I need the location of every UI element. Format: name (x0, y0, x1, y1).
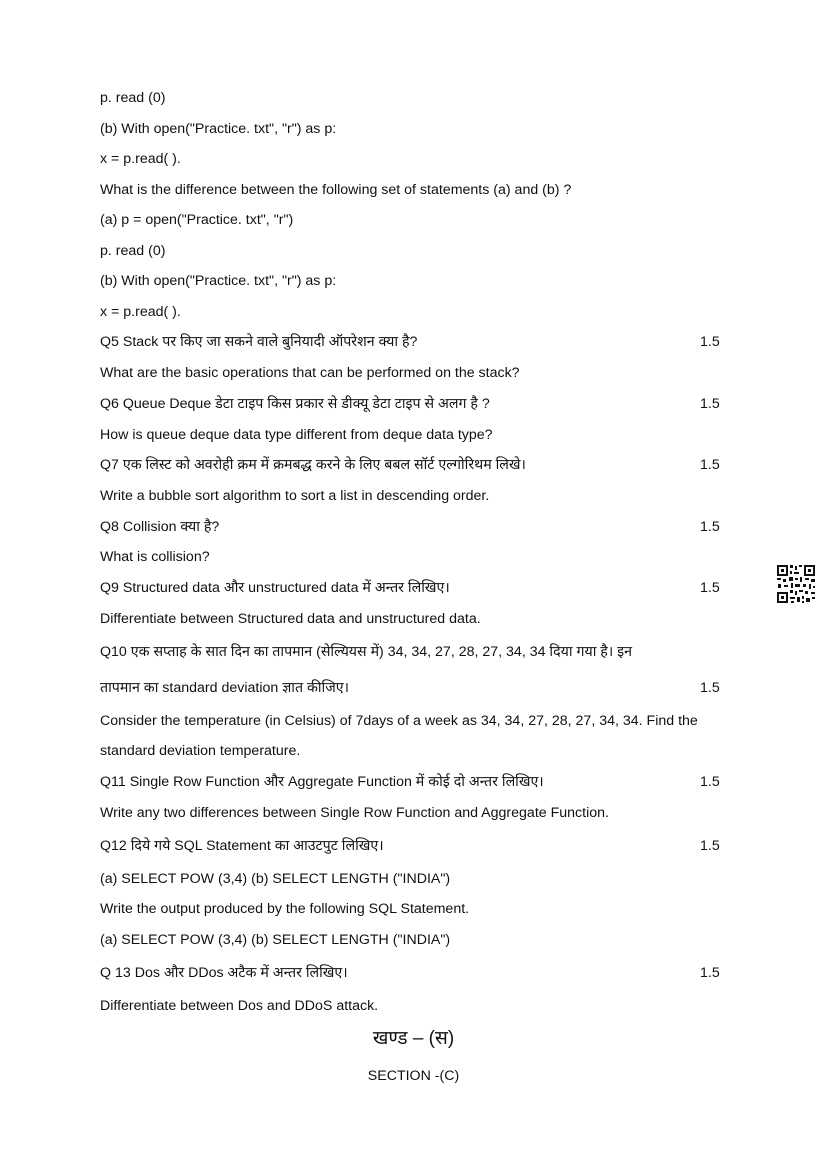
text-line: p. read (0) (100, 90, 166, 106)
text-line: (b) With open("Practice. txt", "r") as p: (100, 273, 337, 289)
marks-q12: 1.5 (700, 838, 720, 854)
question-q8-english: What is collision? (100, 549, 210, 565)
question-q12-hindi: Q12 दिये गये SQL Statement का आउटपुट लिखिए। (100, 838, 384, 854)
marks-q13: 1.5 (700, 965, 720, 981)
question-q9-hindi: Q9 Structured data और unstructured data में अन्तर लिखिए। (100, 580, 450, 596)
marks-q8: 1.5 (700, 519, 720, 535)
question-text: What is the difference between the following set of statements (a) and (b) ? (100, 182, 572, 198)
question-q12-english: Write the output produced by the following SQL Statement. (100, 901, 470, 917)
question-q6-hindi: Q6 Queue Deque डेटा टाइप किस प्रकार से डीक्यू डेटा टाइप से अलग है ? (100, 396, 490, 412)
marks-q11: 1.5 (700, 774, 720, 790)
question-q5-hindi: Q5 Stack पर किए जा सकने वाले बुनियादी ऑपरेशन क्या है? (100, 334, 418, 350)
text-line: (a) p = open("Practice. txt", "r") (100, 212, 294, 228)
marks-q6: 1.5 (700, 396, 720, 412)
question-q10-english-cont: standard deviation temperature. (100, 743, 301, 759)
question-q5-english: What are the basic operations that can be performed on the stack? (100, 365, 520, 381)
question-q11-english: Write any two differences between Single Row Function and Aggregate Function. (100, 805, 609, 821)
question-q10-hindi: Q10 एक सप्ताह के सात दिन का तापमान (सेल्यियस में) 34, 34, 27, 28, 27, 34, 34 दिया गया है। इन (100, 644, 633, 660)
question-q11-hindi: Q11 Single Row Function और Aggregate Function में कोई दो अन्तर लिखिए। (100, 774, 544, 790)
marks-q9: 1.5 (700, 580, 720, 596)
question-q12-code: (a) SELECT POW (3,4) (b) SELECT LENGTH ("INDIA") (100, 871, 451, 887)
question-q8-hindi: Q8 Collision क्या है? (100, 519, 220, 535)
text-line: p. read (0) (100, 243, 166, 259)
question-q10-english: Consider the temperature (in Celsius) of 7days of a week as 34, 34, 27, 28, 27, 34, 34. Find the (100, 713, 698, 729)
marks-q5: 1.5 (700, 334, 720, 350)
question-q10-hindi-cont: तापमान का standard deviation ज्ञात कीजिए। (100, 680, 349, 696)
section-heading-english: SECTION -(C) (367, 1068, 460, 1084)
text-line: x = p.read( ). (100, 304, 181, 320)
question-q7-english: Write a bubble sort algorithm to sort a list in descending order. (100, 488, 490, 504)
text-line: x = p.read( ). (100, 151, 181, 167)
section-heading-hindi: खण्ड – (स) (372, 1028, 455, 1049)
marks-q7: 1.5 (700, 457, 720, 473)
marks-q10: 1.5 (700, 680, 720, 696)
question-q13-english: Differentiate between Dos and DDoS attack. (100, 998, 379, 1014)
qr-code-icon (776, 564, 816, 604)
question-q9-english: Differentiate between Structured data and unstructured data. (100, 611, 481, 627)
question-q7-hindi: Q7 एक लिस्ट को अवरोही क्रम में क्रमबद्ध करने के लिए बबल सॉर्ट एल्गोरिथम लिखे। (100, 457, 526, 473)
text-line: (b) With open("Practice. txt", "r") as p: (100, 121, 337, 137)
question-q13-hindi: Q 13 Dos और DDos अटैक में अन्तर लिखिए। (100, 965, 348, 981)
question-q6-english: How is queue deque data type different from deque data type? (100, 427, 493, 443)
question-q12-code-en: (a) SELECT POW (3,4) (b) SELECT LENGTH ("INDIA") (100, 932, 451, 948)
